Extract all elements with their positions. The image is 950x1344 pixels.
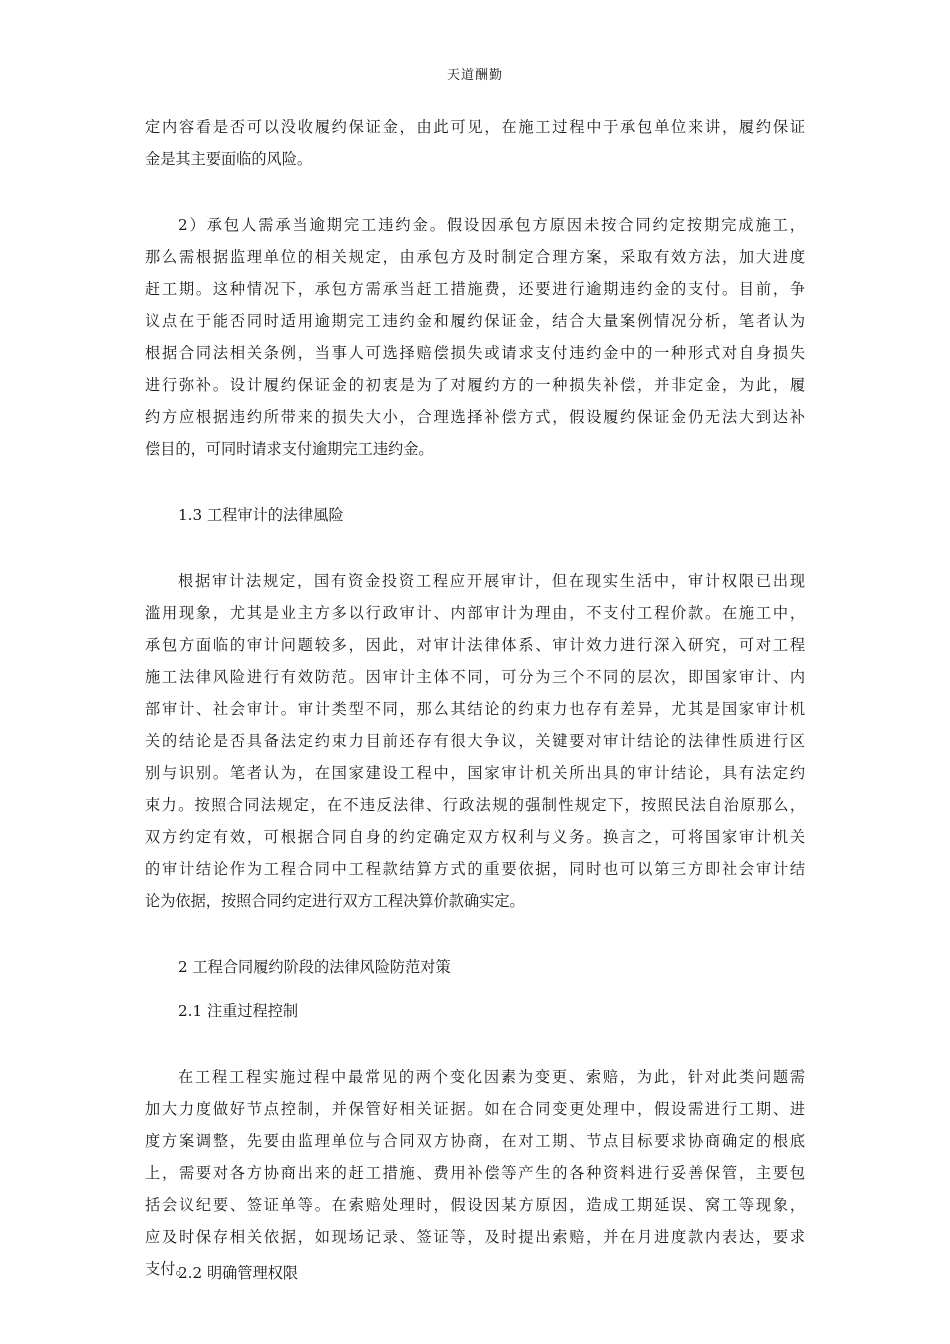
paragraph-line: 支付。 (145, 1260, 191, 1278)
paragraph-line: 承包方面临的审计问题较多，因此，对审计法律体系、审计效力进行深入研究，可对工程 (145, 636, 805, 654)
paragraph-line: 根据合同法相关条例，当事人可选择赔偿损失或请求支付违约金中的一种形式对自身损失 (145, 344, 805, 362)
paragraph-line: 别与识别。笔者认为，在国家建设工程中，国家审计机关所出具的审计结论，具有法定约 (145, 764, 805, 782)
section-heading: 1.3 工程审计的法律風险 (178, 506, 344, 524)
paragraph-line: 束力。按照合同法规定，在不违反法律、行政法规的强制性规定下，按照民法自治原那么， (145, 796, 805, 814)
section-heading: 2.2 明确管理权限 (178, 1264, 299, 1282)
paragraph-line: 金是其主要面临的风险。 (145, 150, 313, 168)
paragraph-line: 的审计结论作为工程合同中工程款结算方式的重要依据，同时也可以第三方即社会审计结 (145, 860, 805, 878)
paragraph-line: 赶工期。这种情况下，承包方需承当赶工措施费，还要进行逾期违约金的支付。目前，争 (145, 280, 805, 298)
paragraph-line: 括会议纪要、签证单等。在索赔处理时，假设因某方原因，造成工期延误、窝工等现象， (145, 1196, 805, 1214)
page-header: 天道酬勤 (446, 68, 503, 83)
paragraph-line: 部审计、社会审计。审计类型不同，那么其结论的约束力也存有差异，尤其是国家审计机 (145, 700, 805, 718)
paragraph-line: 上，需要对各方协商出来的赶工措施、费用补偿等产生的各种资料进行妥善保管，主要包 (145, 1164, 805, 1182)
paragraph-line: 在工程工程实施过程中最常见的两个变化因素为变更、索赔，为此，针对此类问题需 (178, 1068, 805, 1086)
paragraph-line: 约方应根据违约所带来的损失大小，合理选择补偿方式，假设履约保证金仍无法大到达补 (145, 408, 805, 426)
paragraph-line: 议点在于能否同时适用逾期完工违约金和履约保证金，结合大量案例情况分析，笔者认为 (145, 312, 805, 330)
paragraph-line: 滥用现象，尤其是业主方多以行政审计、内部审计为理由，不支付工程价款。在施工中， (145, 604, 805, 622)
paragraph-line: 根据审计法规定，国有资金投资工程应开展审计，但在现实生活中，审计权限已出现 (178, 572, 805, 590)
paragraph-line: 那么需根据监理单位的相关规定，由承包方及时制定合理方案，采取有效方法，加大进度 (145, 248, 805, 266)
paragraph-line: 加大力度做好节点控制，并保管好相关证据。如在合同变更处理中，假设需进行工期、进 (145, 1100, 805, 1118)
paragraph-line: 双方约定有效，可根据合同自身的约定确定双方权利与义务。换言之，可将国家审计机关 (145, 828, 805, 846)
paragraph-line: 关的结论是否具备法定约束力目前还存有很大争议，关键要对审计结论的法律性质进行区 (145, 732, 805, 750)
paragraph-line: 2）承包人需承当逾期完工违约金。假设因承包方原因未按合同约定按期完成施工， (178, 216, 805, 234)
paragraph-line: 进行弥补。设计履约保证金的初衷是为了对履约方的一种损失补偿，并非定金，为此，履 (145, 376, 805, 394)
paragraph-line: 应及时保存相关依据，如现场记录、签证等，及时提出索赔，并在月进度款内表达，要求 (145, 1228, 805, 1246)
paragraph-line: 定内容看是否可以没收履约保证金，由此可见，在施工过程中于承包单位来讲，履约保证 (145, 118, 805, 136)
paragraph-line: 偿目的，可同时请求支付逾期完工违约金。 (145, 440, 434, 458)
paragraph-line: 论为依据，按照合同约定进行双方工程决算价款确实定。 (145, 892, 525, 910)
section-heading: 2 工程合同履约阶段的法律风险防范对策 (178, 958, 451, 976)
paragraph-line: 度方案调整，先要由监理单位与合同双方协商，在对工期、节点目标要求协商确定的根底 (145, 1132, 805, 1150)
section-heading: 2.1 注重过程控制 (178, 1002, 299, 1020)
paragraph-line: 施工法律风险进行有效防范。因审计主体不同，可分为三个不同的层次，即国家审计、内 (145, 668, 805, 686)
